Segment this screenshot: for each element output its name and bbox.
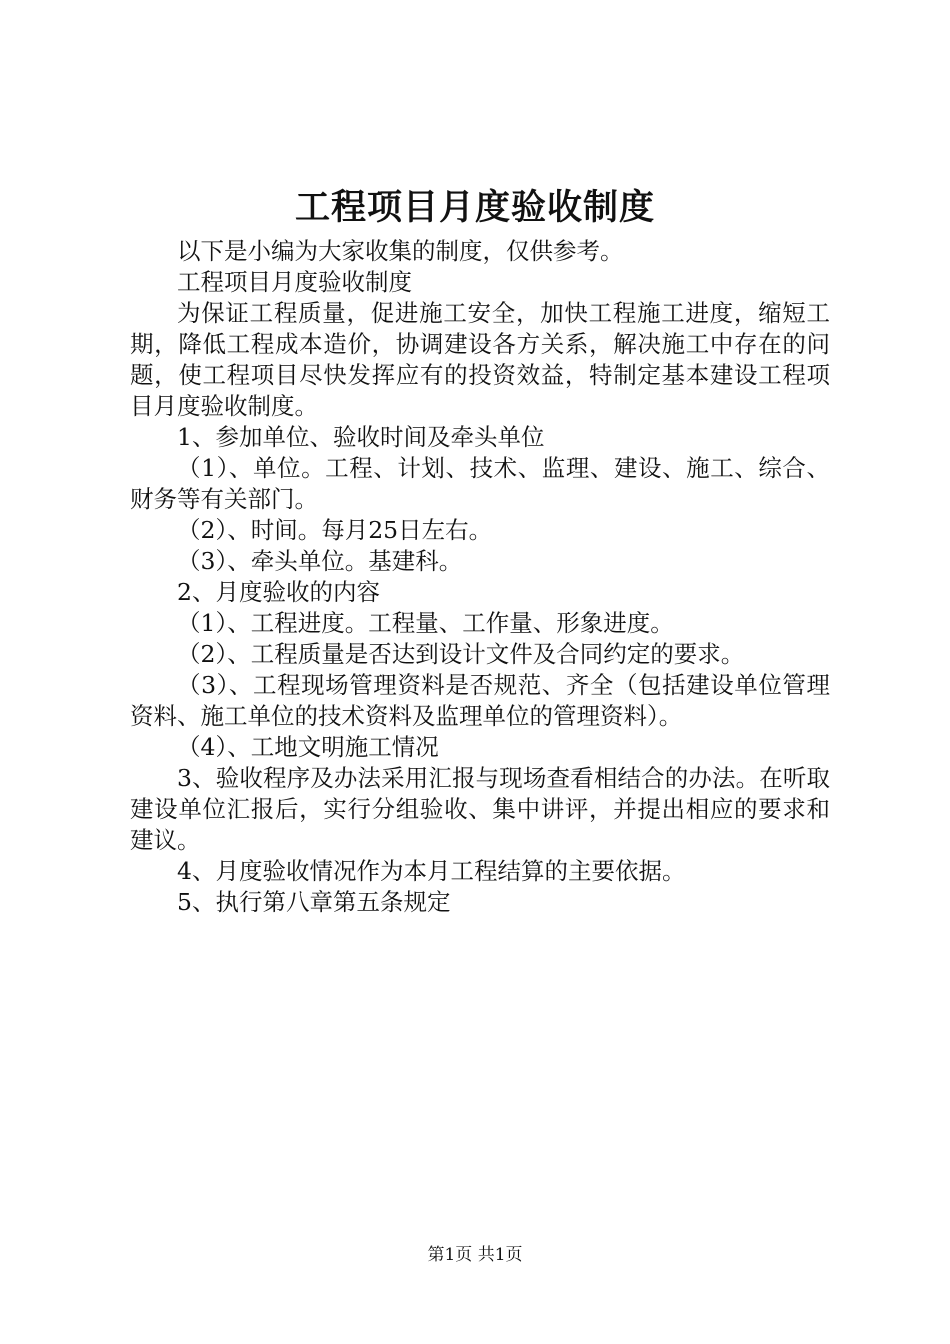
- section-1-item-3: （3）、牵头单位。基建科。: [177, 547, 463, 575]
- section-1-heading: 1、参加单位、验收时间及牵头单位: [177, 423, 545, 451]
- section-2-item-4: （4）、工地文明施工情况: [177, 733, 439, 761]
- section-2-item-2: （2）、工程质量是否达到设计文件及合同约定的要求。: [177, 640, 745, 668]
- section-2-item-1: （1）、工程进度。工程量、工作量、形象进度。: [177, 609, 674, 637]
- subtitle-paragraph: 工程项目月度验收制度: [177, 268, 412, 296]
- document-title: 工程项目月度验收制度: [294, 187, 655, 228]
- section-1-item-2: （2）、时间。每月25日左右。: [177, 516, 493, 544]
- section-1-item-1: （1）、单位。工程、计划、技术、监理、建设、施工、综合、财务等有关部门。: [130, 454, 830, 513]
- intro-paragraph: 以下是小编为大家收集的制度，仅供参考。: [177, 237, 624, 265]
- section-2-item-3: （3）、工程现场管理资料是否规范、齐全（包括建设单位管理资料、施工单位的技术资料及监理单位的管理资料）。: [130, 671, 830, 730]
- page-footer: 第1页 共1页: [427, 1245, 523, 1265]
- section-3-paragraph: 3、验收程序及办法采用汇报与现场查看相结合的办法。在听取建设单位汇报后，实行分组验收、集中讲评，并提出相应的要求和建议。: [130, 764, 830, 854]
- document-body: [130, 236, 830, 918]
- section-2-heading: 2、月度验收的内容: [177, 578, 380, 606]
- section-5-paragraph: 5、执行第八章第五条规定: [177, 888, 451, 916]
- section-4-paragraph: 4、月度验收情况作为本月工程结算的主要依据。: [177, 857, 686, 885]
- purpose-paragraph: 为保证工程质量，促进施工安全，加快工程施工进度，缩短工期，降低工程成本造价，协调建设各方关系，解决施工中存在的问题，使工程项目尽快发挥应有的投资效益，特制定基本建设工程项目月度验收制度。: [130, 299, 830, 420]
